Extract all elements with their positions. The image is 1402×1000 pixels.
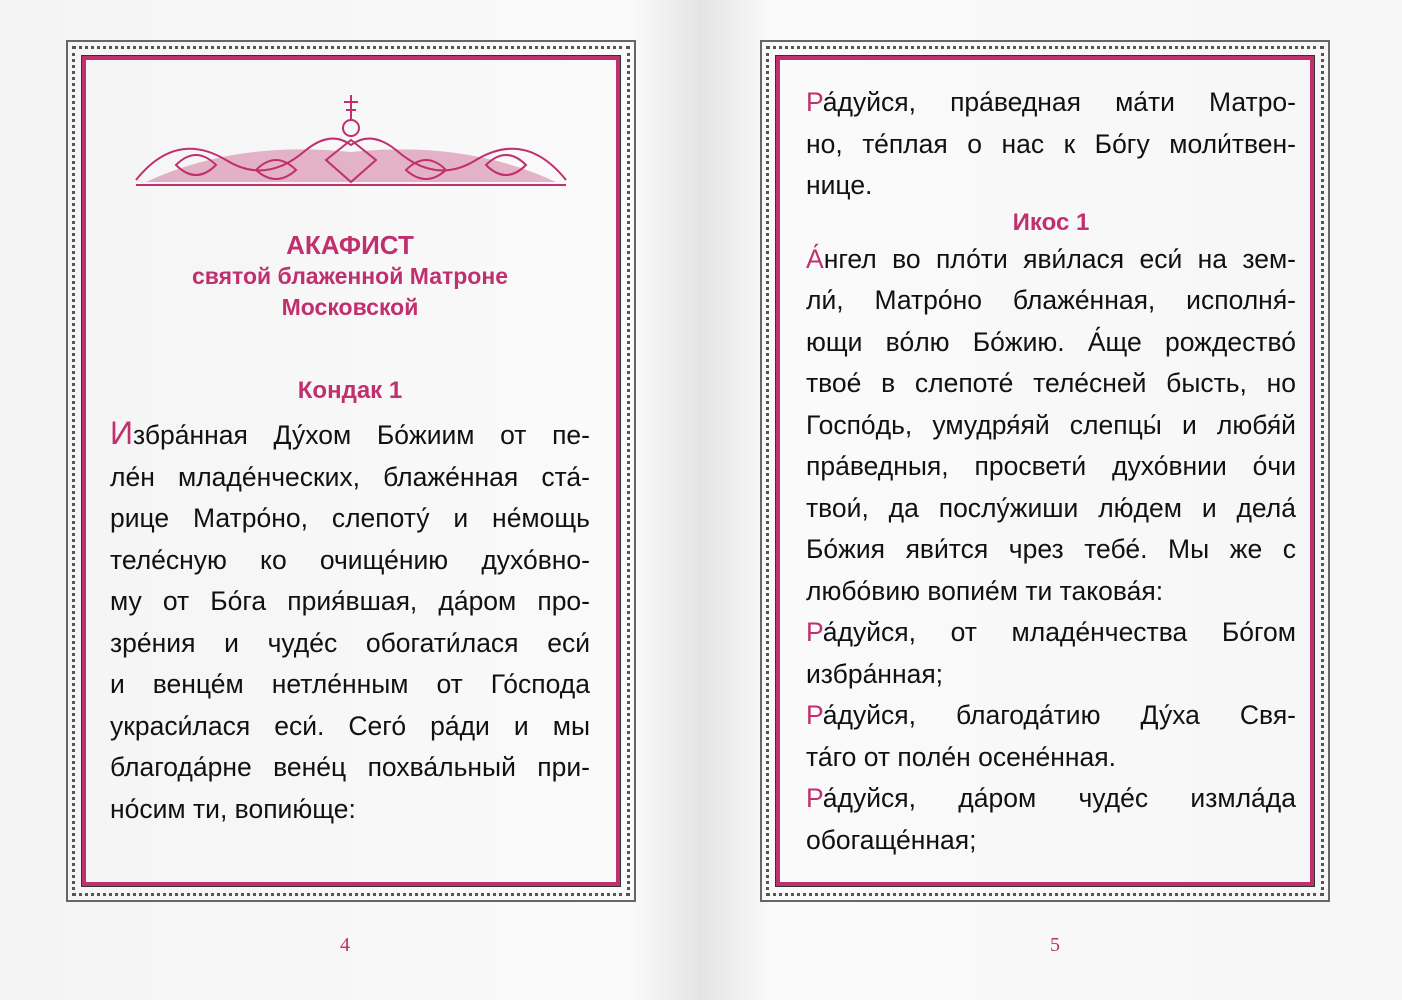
text-line: Ра́дуйся, да́ром чуде́с измла́да bbox=[806, 783, 1296, 813]
page-number: 5 bbox=[1050, 934, 1060, 956]
right-page bbox=[702, 0, 1402, 1000]
initial-letter: Р bbox=[806, 617, 823, 647]
text-line: Госпо́дь, умудря́яй слепцы́ и любя́й bbox=[806, 409, 1296, 440]
text-line: пра́ведныя, просвети́ духо́внии о́чи bbox=[806, 451, 1296, 481]
text-line: Ра́дуйся, пра́ведная ма́ти Матро- bbox=[806, 87, 1296, 117]
text-line: Ра́дуйся, благода́тию Ду́ха Свя- bbox=[806, 700, 1296, 730]
section-title-ikos: Икос 1 bbox=[1012, 208, 1090, 236]
text-line: твои́, да послу́жиши лю́дем и дела́ bbox=[806, 492, 1296, 523]
text-line: А́нгел во пло́ти яви́лася еси́ на зем- bbox=[806, 243, 1296, 274]
text-line: и венце́м нетле́нным от Го́спода bbox=[110, 669, 590, 700]
text-line: та́го от поле́н осене́нная. bbox=[806, 741, 1116, 772]
text-line: теле́сную ко очище́нию духо́вно- bbox=[110, 544, 590, 575]
page-title: АКАФИСТ bbox=[286, 230, 414, 260]
text-line: Избра́нная Ду́хом Бо́жиим от пе- bbox=[110, 415, 590, 452]
initial-letter: Р bbox=[806, 87, 823, 117]
text-line: ющи во́лю Бо́жию. А́ще рождество́ bbox=[806, 326, 1296, 357]
opening-text bbox=[806, 82, 1296, 207]
section-title-kondak: Кондак 1 bbox=[297, 377, 403, 405]
ornamental-header-icon bbox=[116, 90, 586, 190]
text-line: избра́нная; bbox=[806, 658, 944, 689]
initial-letter: Р bbox=[806, 783, 823, 813]
page-subtitle-line2: Московской bbox=[281, 294, 419, 321]
text-line: му от Бо́га прия́вшая, да́ром про- bbox=[110, 586, 590, 617]
chairetisms bbox=[806, 612, 1296, 861]
text-line: твое́ в слепоте́ теле́сней бысть, но bbox=[806, 368, 1296, 398]
text-line: благода́рне вене́ц похва́льный при- bbox=[110, 752, 590, 783]
dropcap-letter: И bbox=[110, 415, 133, 452]
right-page-content bbox=[806, 82, 1296, 861]
text-line: зре́ния и чуде́с обогати́лася еси́ bbox=[110, 627, 590, 658]
initial-letter: Р bbox=[806, 700, 823, 730]
kondak-text bbox=[110, 413, 590, 830]
page-number: 4 bbox=[340, 934, 350, 956]
text-line: но, те́плая о нас к Бо́гу моли́твен- bbox=[806, 128, 1296, 159]
text-line: любо́вию вопие́м ти такова́я: bbox=[806, 575, 1164, 606]
text-line: украси́лася еси́. Сего́ ра́ди и мы bbox=[110, 710, 590, 741]
text-line: рице Матро́но, слепоту́ и не́мощь bbox=[110, 503, 590, 534]
page-subtitle-line1: святой блаженной Матроне bbox=[191, 263, 509, 289]
text-line: ли́, Матро́но блаже́нная, исполня́- bbox=[806, 285, 1296, 315]
text-line: обогаще́нная; bbox=[806, 824, 977, 855]
text-line: ле́н младе́нческих, блаже́нная ста́- bbox=[110, 461, 590, 492]
left-page bbox=[0, 0, 700, 1000]
text-line: но́сим ти, вопию́ще: bbox=[110, 793, 356, 824]
text-line: нице. bbox=[806, 170, 873, 200]
initial-letter: А́ bbox=[806, 243, 824, 274]
text-line: Бо́жия яви́тся чрез тебе́. Мы же с bbox=[806, 534, 1296, 564]
ikos-text bbox=[806, 239, 1296, 613]
left-page-content bbox=[110, 230, 590, 830]
text-line: Ра́дуйся, от младе́нчества Бо́гом bbox=[806, 617, 1296, 647]
